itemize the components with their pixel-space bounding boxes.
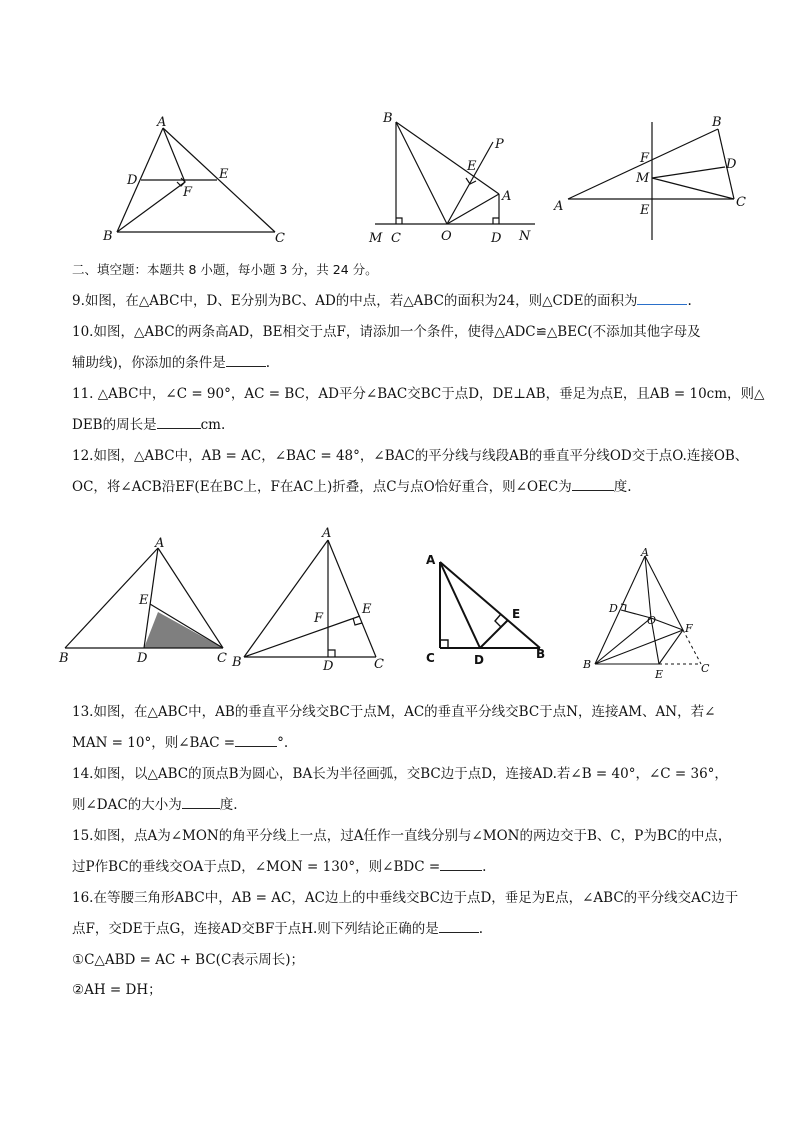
- answer-blank[interactable]: [226, 352, 266, 367]
- segment-b-o: [595, 618, 651, 664]
- label-D: D: [137, 651, 148, 666]
- label-B: B: [583, 658, 592, 671]
- right-angle-mark-d: [328, 650, 335, 657]
- label-D: D: [474, 653, 484, 667]
- dashed-segment-fc: [683, 630, 701, 664]
- label-D: D: [323, 659, 334, 672]
- label-E: E: [219, 167, 229, 182]
- question-16-line2: 点F，交DE于点G，连接AD交BF于点H.则下列结论正确的是 .: [72, 918, 752, 939]
- label-C: C: [217, 651, 227, 666]
- figure-two-altitudes: [228, 522, 398, 672]
- question-9: 9.如图，在△ABC中，D、E分别为BC、AD的中点，若△ABC的面积为24，则△CDE的面积为 .: [72, 290, 752, 311]
- right-angle-mark-d: [493, 218, 499, 224]
- label-B: B: [59, 651, 69, 666]
- label-E: E: [655, 668, 664, 681]
- label-O: O: [441, 229, 452, 244]
- label-C: C: [426, 651, 435, 665]
- right-angle-mark-e: [495, 614, 501, 627]
- question-12-line2: OC，将∠ACB沿EF(E在BC上，F在AC上)折叠，点C与点O恰好重合，则∠OEC为 度.: [72, 476, 752, 497]
- label-C: C: [374, 657, 384, 672]
- question-15-line1: 15.如图，点A为∠MON的角平分线上一点，过A任作一直线分别与∠MON的两边交于B、C，P为BC的中点，: [72, 828, 732, 844]
- figure-folded-triangle: [575, 544, 725, 684]
- segment-ae-cevian: [163, 128, 185, 182]
- question-12-line1: 12.如图，△ABC中，AB = AC，∠BAC = 48°，∠BAC的平分线与线段AB的垂直平分线OD交于点O.连接OB、: [72, 448, 749, 464]
- label-B: B: [536, 647, 546, 661]
- figure-triangle-midline: [95, 112, 295, 252]
- segment-ad: [440, 562, 480, 648]
- answer-blank[interactable]: [572, 476, 614, 491]
- question-14-line1: 14.如图，以△ABC的顶点B为圆心，BA长为半径画弧，交BC边于点D，连接AD.若∠B = 40°，∠C = 36°，: [72, 766, 728, 782]
- label-A: A: [157, 115, 167, 130]
- label-C: C: [736, 195, 746, 210]
- label-C: C: [701, 662, 710, 675]
- label-E: E: [640, 203, 650, 218]
- label-D: D: [491, 231, 502, 246]
- label-B: B: [232, 655, 242, 670]
- label-B: B: [383, 111, 393, 126]
- label-M: M: [636, 171, 650, 186]
- label-E: E: [362, 602, 372, 617]
- figure-perpendicular-bisector: [550, 112, 750, 242]
- right-angle-mark-c: [396, 218, 402, 224]
- label-M: M: [369, 231, 383, 246]
- label-E: E: [512, 607, 521, 621]
- label-D: D: [726, 157, 737, 172]
- question-10-line1: 10.如图，△ABC的两条高AD，BE相交于点F，请添加一个条件，使得△ADC≌△BEC(不添加其他字母及: [72, 324, 701, 340]
- question-13-line2: MAN = 10°，则∠BAC = °.: [72, 732, 752, 753]
- label-F: F: [183, 185, 193, 200]
- label-E: E: [139, 593, 149, 608]
- segment-mc: [652, 178, 734, 199]
- label-A: A: [322, 526, 332, 541]
- question-13-line1: 13.如图，在△ABC中，AB的垂直平分线交BC于点M，AC的垂直平分线交BC于点N，连接AM、AN，若∠: [72, 704, 716, 720]
- answer-blank[interactable]: [439, 918, 479, 933]
- label-P: P: [495, 137, 504, 152]
- altitude-be: [244, 616, 360, 657]
- label-A: A: [554, 199, 564, 214]
- label-B: B: [712, 115, 722, 130]
- label-C: C: [275, 231, 285, 246]
- segment-ab: [244, 540, 328, 657]
- label-D: D: [609, 602, 618, 615]
- label-N: N: [519, 229, 531, 244]
- figure-shaded-triangle: [55, 536, 240, 668]
- label-F: F: [640, 151, 650, 166]
- label-A: A: [502, 189, 512, 204]
- label-E: E: [467, 159, 477, 174]
- segment-bf: [117, 182, 185, 232]
- label-D: D: [127, 173, 138, 188]
- label-B: B: [103, 229, 113, 244]
- label-O: O: [647, 614, 657, 627]
- answer-blank[interactable]: [440, 856, 482, 871]
- question-16-option-2: ②AH = DH；: [72, 982, 162, 998]
- segment-ac: [328, 540, 376, 657]
- answer-blank[interactable]: [157, 414, 201, 429]
- label-F: F: [685, 622, 693, 635]
- question-15-line2: 过P作BC的垂线交OA于点D，∠MON = 130°，则∠BDC = .: [72, 856, 752, 877]
- answer-blank[interactable]: [235, 732, 277, 747]
- question-16-option-1: ①C△ABD = AC + BC(C表示周长)；: [72, 952, 305, 968]
- figure-right-triangle-bisector: [418, 546, 558, 671]
- segment-de: [480, 620, 508, 648]
- segment-bo: [396, 122, 447, 224]
- label-C: C: [391, 231, 401, 246]
- label-A: A: [641, 546, 649, 559]
- segment-ab: [440, 562, 540, 648]
- answer-blank[interactable]: [182, 794, 220, 809]
- label-A: A: [155, 536, 165, 551]
- label-A: A: [426, 553, 436, 567]
- label-F: F: [314, 611, 324, 626]
- answer-blank[interactable]: [637, 290, 687, 305]
- right-angle-mark-c: [440, 640, 448, 648]
- question-10-line2: 辅助线)，你添加的条件是 .: [72, 352, 752, 373]
- question-14-line2: 则∠DAC的大小为 度.: [72, 794, 752, 815]
- section-title: 二、填空题：本题共 8 小题，每小题 3 分，共 24 分。: [72, 262, 378, 277]
- figure-angle-bisector-perpendiculars: [365, 108, 545, 248]
- question-11-line1: 11. △ABC中，∠C = 90°，AC = BC，AD平分∠BAC交BC于点D，DE⊥AB，垂足为点E，且AB = 10cm，则△: [72, 386, 765, 402]
- segment-md: [652, 167, 725, 178]
- question-11-line2: DEB的周长是 cm.: [72, 414, 752, 435]
- question-16-line1: 16.在等腰三角形ABC中，AB = AC，AC边上的中垂线交BC边于点D，垂足为E点，∠ABC的平分线交AC边于: [72, 890, 739, 906]
